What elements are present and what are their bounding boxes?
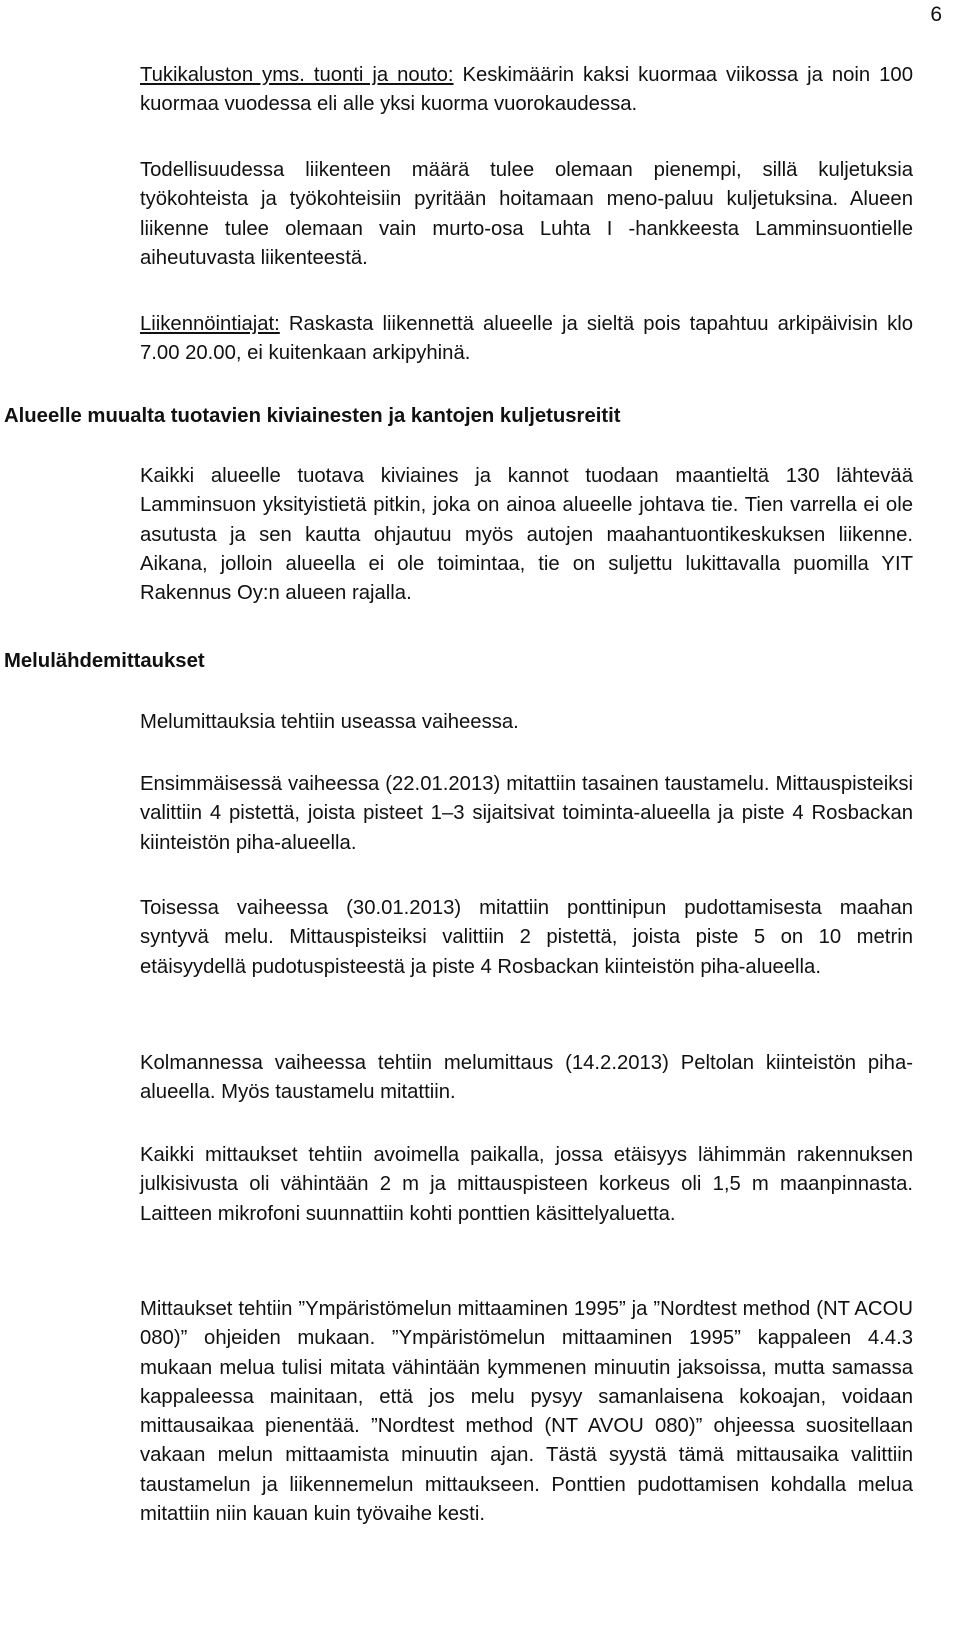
paragraph-todellisuudessa: Todellisuudessa liikenteen määrä tulee olemaan pienempi, sillä kuljetuksia työkohteista ja työkohteisiin pyritään hoitamaan meno-paluu kuljetuksina. Alueen liikenne tulee olemaan vain murto-osa Luhta I -hankkeesta Lamminsuontielle aiheutuvasta liikenteestä. — [140, 159, 913, 269]
paragraph-liikennointiajat — [140, 310, 913, 369]
paragraph-melumittauksia: Melumittauksia tehtiin useassa vaiheessa. — [140, 711, 519, 733]
paragraph-text: Raskasta liikennettä alueelle ja sieltä pois tapahtuu arkipäivisin klo 7.00 20.00, ei kuitenkaan arkipyhinä. — [140, 313, 913, 365]
paragraph-tukikalusto — [140, 61, 913, 120]
paragraph-kolmas-vaihe: Kolmannessa vaiheessa tehtiin melumittaus (14.2.2013) Peltolan kiinteistön piha-alueella. Myös taustamelu mitattiin. — [140, 1052, 913, 1104]
page-number: 6 — [930, 3, 942, 26]
paragraph-label: Tukikaluston yms. tuonti ja nouto: — [140, 64, 454, 86]
section-heading-melulahdemittaukset: Melulähdemittaukset — [4, 650, 205, 672]
paragraph-text: Keskimäärin kaksi kuormaa viikossa ja noin 100 kuormaa vuodessa eli alle yksi kuorma vuorokaudessa. — [140, 64, 913, 116]
paragraph-kuljetusreitit: Kaikki alueelle tuotava kiviaines ja kannot tuodaan maantieltä 130 lähtevää Lamminsuon yksityistietä pitkin, joka on ainoa alueelle johtava tie. Tien varrella ei ole asutusta ja sen kautta ohjautuu myös autojen maahantuontikeskuksen liikenne. Aikana, jolloin alueella ei ole toimintaa, tie on suljettu lukittavalla puomilla YIT Rakennus Oy:n alueen rajalla. — [140, 465, 913, 605]
paragraph-ensimmainen-vaihe: Ensimmäisessä vaiheessa (22.01.2013) mitattiin tasainen taustamelu. Mittauspisteiksi valittiin 4 pistettä, joista pisteet 1–3 sijaitsivat toiminta-alueella ja piste 4 Rosbackan kiinteistön piha-alueella. — [140, 773, 913, 854]
paragraph-mittausmenetelmat: Mittaukset tehtiin ”Ympäristömelun mittaaminen 1995” ja ”Nordtest method (NT ACOU 080)” ohjeiden mukaan. ”Ympäristömelun mittaaminen 1995” kappaleen 4.4.3 mukaan melua tulisi mitata vähintään kymmenen minuutin jaksoissa, mutta samassa kappaleessa mainitaan, että jos melu pysyy samanlaisena kokoajan, voidaan mittausaikaa pienentää. ”Nordtest method (NT AVOU 080)” ohjeessa suositellaan vakaan melun mittaamista minuutin ajan. Tästä syystä tämä mittausaika valittiin taustamelun ja liikennemelun mittaukseen. Ponttien pudottamisen kohdalla melua mitattiin niin kauan kuin työvaihe kesti. — [140, 1298, 913, 1526]
paragraph-label: Liikennöintiajat: — [140, 313, 280, 335]
paragraph-kaikki-mittaukset: Kaikki mittaukset tehtiin avoimella paikalla, jossa etäisyys lähimmän rakennuksen julkisivusta oli vähintään 2 m ja mittauspisteen korkeus oli 1,5 m maanpinnasta. Laitteen mikrofoni suunnattiin kohti ponttien käsittelyaluetta. — [140, 1144, 913, 1225]
section-heading-kuljetusreitit: Alueelle muualta tuotavien kiviainesten ja kantojen kuljetusreitit — [4, 405, 621, 427]
paragraph-toinen-vaihe: Toisessa vaiheessa (30.01.2013) mitattiin ponttinipun pudottamisesta maahan syntyvä melu. Mittauspisteiksi valittiin 2 pistettä, joista piste 5 on 10 metrin etäisyydellä pudotuspisteestä ja piste 4 Rosbackan kiinteistön piha-alueella. — [140, 897, 913, 978]
